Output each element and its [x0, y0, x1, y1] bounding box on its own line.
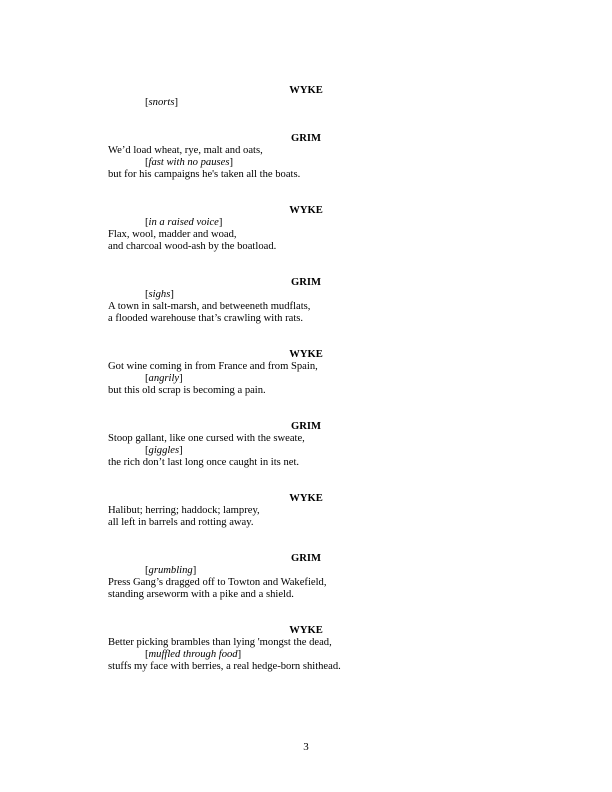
stage-direction: [sighs]	[145, 289, 174, 300]
speaker-name: WYKE	[289, 85, 323, 96]
stage-direction: [giggles]	[145, 445, 183, 456]
speaker-name: WYKE	[289, 205, 323, 216]
dialogue-line: a flooded warehouse that’s crawling with rats.	[108, 313, 304, 324]
stage-direction: [muffled through food]	[145, 649, 242, 660]
speaker-name: GRIM	[290, 553, 321, 564]
dialogue-line: but for his campaigns he's taken all the boats.	[108, 169, 301, 180]
stage-direction: [snorts]	[145, 97, 178, 108]
stage-direction: [grumbling]	[145, 565, 197, 576]
dialogue-line: stuffs my face with berries, a real hedge-born shithead.	[108, 661, 341, 672]
dialogue-line: Got wine coming in from France and from Spain,	[108, 361, 318, 372]
speaker-name: WYKE	[289, 625, 323, 636]
page-number: 3	[303, 741, 309, 753]
speaker-name: WYKE	[289, 349, 323, 360]
stage-direction: [fast with no pauses]	[145, 157, 233, 168]
dialogue-line: the rich don’t last long once caught in its net.	[108, 457, 300, 468]
dialogue-line: We’d load wheat, rye, malt and oats,	[108, 145, 263, 156]
dialogue-line: all left in barrels and rotting away.	[108, 517, 254, 528]
dialogue-line: but this old scrap is becoming a pain.	[108, 385, 266, 396]
speaker-name: GRIM	[290, 133, 321, 144]
dialogue-line: Flax, wool, madder and woad,	[108, 229, 237, 240]
dialogue-line: and charcoal wood-ash by the boatload.	[108, 241, 277, 252]
stage-direction: [in a raised voice]	[145, 217, 223, 228]
dialogue-line: standing arseworm with a pike and a shield.	[108, 589, 294, 600]
dialogue-line: Better picking brambles than lying 'mongst the dead,	[108, 637, 332, 648]
dialogue-line: Press Gang’s dragged off to Towton and Wakefield,	[108, 577, 327, 588]
dialogue-line: Halibut; herring; haddock; lamprey,	[108, 505, 260, 516]
stage-direction: [angrily]	[145, 373, 183, 384]
speaker-name: WYKE	[289, 493, 323, 504]
speaker-name: GRIM	[290, 277, 321, 288]
dialogue-line: A town in salt-marsh, and betweeneth mudflats,	[108, 301, 311, 312]
dialogue-line: Stoop gallant, like one cursed with the sweate,	[108, 433, 305, 444]
speaker-name: GRIM	[290, 421, 321, 432]
